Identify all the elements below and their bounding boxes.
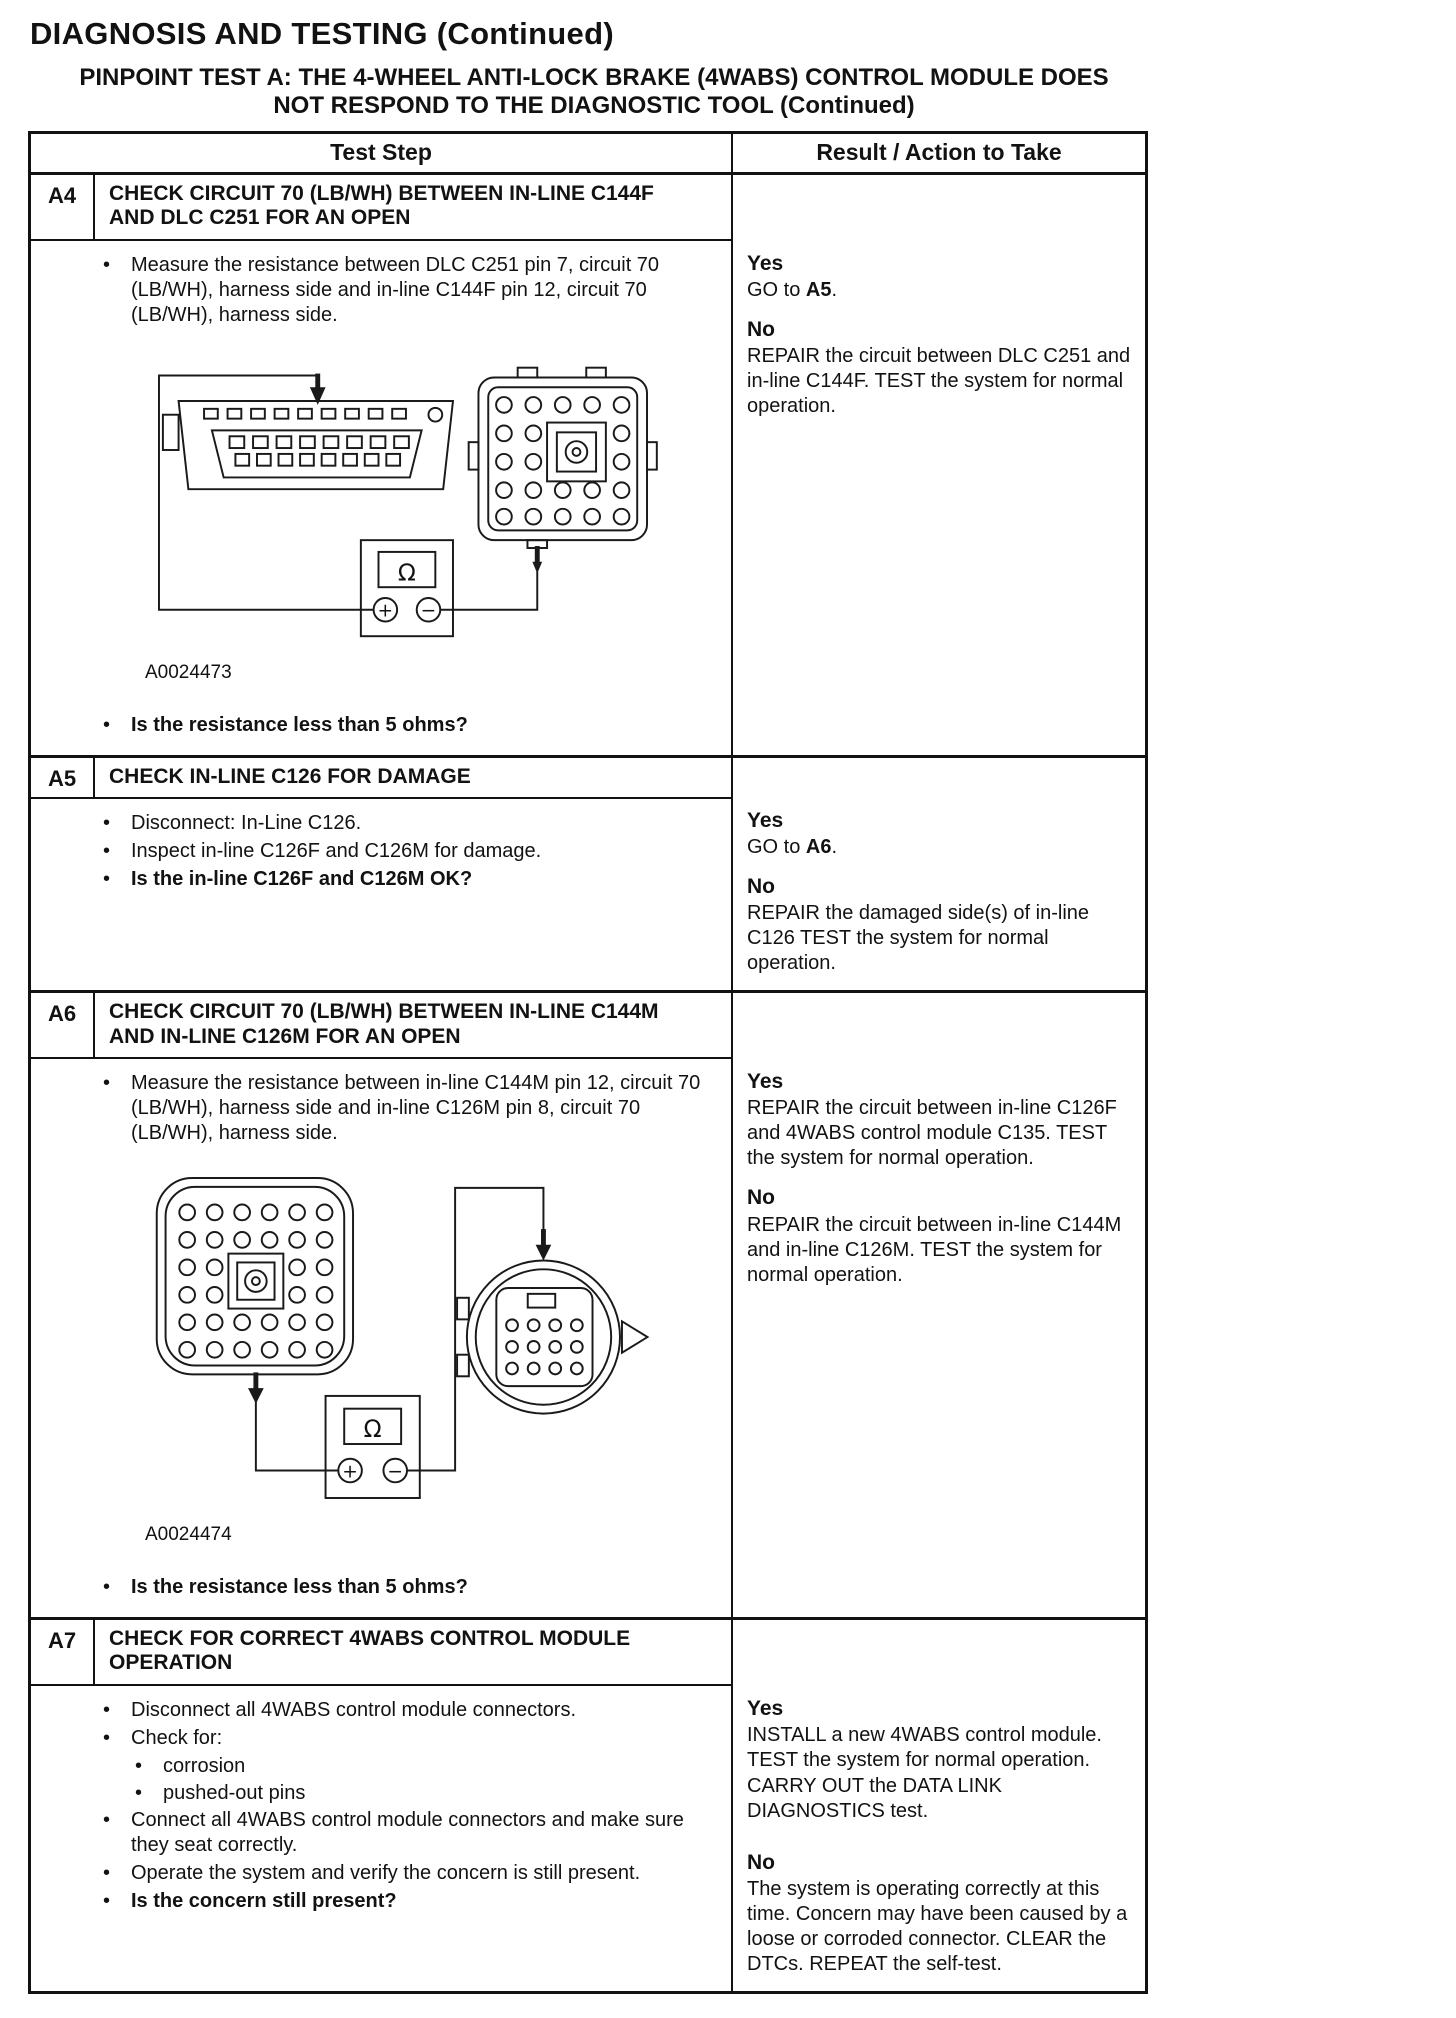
- a7-step-bullet: • Connect all 4WABS control module connectors and make sure they seat correctly.: [97, 1808, 721, 1858]
- a7-sub-bullet: • pushed-out pins: [129, 1781, 721, 1806]
- a7-sub-bullet: • corrosion: [129, 1754, 721, 1779]
- a4-title-bar: [31, 175, 731, 241]
- inline-c144f-connector: [469, 367, 657, 547]
- a6-step-title: CHECK CIRCUIT 70 (LB/WH) BETWEEN IN-LINE C144M AND IN-LINE C126M FOR AN OPEN: [109, 1000, 659, 1048]
- a7-yes-action-2: CARRY OUT the DATA LINK DIAGNOSTICS test.: [747, 1775, 1002, 1823]
- a5-result-cell: [731, 758, 1145, 991]
- test-leads: [159, 375, 537, 609]
- a4-figure-label: A0024473: [145, 661, 232, 683]
- a6-step-id: A6: [31, 993, 95, 1057]
- pinpoint-test-subtitle: PINPOINT TEST A: THE 4-WHEEL ANTI-LOCK BRAKE (4WABS) CONTROL MODULE DOES NOT RESPOND TO THE DIAGNOSTIC TOOL (Continued): [79, 64, 1109, 120]
- a6-figure: [143, 1170, 721, 1547]
- a5-step-id: A5: [31, 758, 95, 798]
- a7-step-id: A7: [31, 1620, 95, 1684]
- row-a6: [31, 993, 1145, 1620]
- a7-step-bullet: • Operate the system and verify the concern is still present.: [97, 1861, 721, 1886]
- a7-result-cell: [731, 1620, 1145, 1992]
- a6-question-bullet: • Is the resistance less than 5 ohms?: [97, 1575, 721, 1600]
- a4-resistance-measurement-diagram: [143, 352, 663, 646]
- bullet-icon: [97, 811, 131, 836]
- a4-step-body: [31, 241, 731, 755]
- bullet-icon: [97, 1726, 131, 1751]
- a7-question-bullet: • Is the concern still present?: [97, 1889, 721, 1914]
- page-title: DIAGNOSIS AND TESTING (Continued): [30, 16, 614, 51]
- a5-step-body: [31, 799, 731, 909]
- ohmmeter: [361, 540, 453, 636]
- probe-arrow-icon: [532, 561, 542, 573]
- a6-test-step-cell: [31, 993, 731, 1617]
- a5-no-action: REPAIR the damaged side(s) of in-line C126 TEST the system for normal operation.: [747, 902, 1090, 974]
- a6-yes-label: Yes: [747, 1070, 784, 1093]
- a4-no-action: REPAIR the circuit between DLC C251 and in-line C144F. TEST the system for normal operation.: [747, 345, 1131, 418]
- a5-title-bar: [31, 758, 731, 800]
- minus-terminal-label: −: [420, 600, 437, 622]
- a6-step-bullet: • Measure the resistance between in-line C144M pin 12, circuit 70 (LB/WH), harness side and in-line C126M pin 8, circuit 70 (LB/WH), harness side.: [97, 1071, 721, 1146]
- pinpoint-test-table: [28, 131, 1148, 1995]
- a7-step-title: CHECK FOR CORRECT 4WABS CONTROL MODULE OPERATION: [109, 1626, 631, 1675]
- bullet-icon: [97, 253, 131, 328]
- a6-resistance-measurement-diagram: [143, 1170, 673, 1508]
- plus-terminal-label: +: [342, 1461, 358, 1483]
- a6-figure-label: A0024474: [145, 1524, 232, 1546]
- a5-step-bullet: • Inspect in-line C126F and C126M for damage.: [97, 839, 721, 864]
- a7-yes-label: Yes: [747, 1696, 784, 1720]
- a7-no-label: No: [747, 1851, 775, 1875]
- a7-step-bullet: • Disconnect all 4WABS control module connectors.: [97, 1698, 721, 1723]
- row-a5: [31, 758, 1145, 994]
- a6-no-action: REPAIR the circuit between in-line C144M and in-line C126M. TEST the system for normal operation.: [747, 1213, 1122, 1286]
- dlc-c251-connector: [163, 401, 453, 489]
- bullet-icon: [129, 1781, 163, 1806]
- a6-title-bar: [31, 993, 731, 1059]
- table-header-row: [31, 134, 1145, 175]
- bullet-icon: [97, 1808, 131, 1858]
- a4-question-bullet: • Is the resistance less than 5 ohms?: [97, 713, 721, 738]
- a7-title-bar: [31, 1620, 731, 1686]
- a7-yes-action-1: INSTALL a new 4WABS control module. TEST the system for normal operation.: [747, 1724, 1102, 1772]
- a5-yes-label: Yes: [747, 808, 784, 832]
- ohm-symbol: Ω: [363, 1415, 382, 1444]
- a5-step-title: CHECK IN-LINE C126 FOR DAMAGE: [109, 764, 471, 788]
- a5-yes-action: GO to A6.: [747, 835, 838, 858]
- test-step-column-header: Test Step: [31, 134, 733, 172]
- a5-question-bullet: • Is the in-line C126F and C126M OK?: [97, 867, 721, 892]
- a5-test-step-cell: [31, 758, 731, 991]
- a4-step-bullet: • Measure the resistance between DLC C251 pin 7, circuit 70 (LB/WH), harness side and in-line C144F pin 12, circuit 70 (LB/WH), harness side.: [97, 253, 721, 328]
- a5-step-bullet: • Disconnect: In-Line C126.: [97, 811, 721, 836]
- bullet-icon: [97, 867, 131, 892]
- bullet-icon: [97, 1575, 131, 1600]
- a4-step-id: A4: [31, 175, 95, 239]
- bullet-icon: [97, 1889, 131, 1914]
- inline-c144m-connector: [157, 1178, 353, 1374]
- probe-arrow-icon: [248, 1388, 264, 1404]
- bullet-icon: [97, 1698, 131, 1723]
- plus-terminal-label: +: [377, 600, 394, 622]
- a4-no-label: No: [747, 317, 775, 341]
- row-a7: [31, 1620, 1145, 1992]
- result-column-header: Result / Action to Take: [816, 138, 1062, 165]
- inline-c126m-connector: [457, 1261, 647, 1414]
- bullet-icon: [129, 1754, 163, 1779]
- probe-arrow-icon: [310, 387, 326, 405]
- a6-step-body: [31, 1059, 731, 1617]
- a4-result-cell: [731, 175, 1145, 755]
- a4-figure: [143, 352, 721, 685]
- ohm-symbol: Ω: [397, 558, 416, 587]
- a4-yes-action: GO to A5.: [747, 278, 838, 301]
- a4-step-title: CHECK CIRCUIT 70 (LB/WH) BETWEEN IN-LINE C144F AND DLC C251 FOR AN OPEN: [109, 181, 654, 230]
- a4-yes-label: Yes: [747, 251, 784, 275]
- ohmmeter: [326, 1396, 420, 1498]
- a4-test-step-cell: [31, 175, 731, 755]
- a5-no-label: No: [747, 874, 775, 898]
- a7-step-body: [31, 1686, 731, 1931]
- bullet-icon: [97, 839, 131, 864]
- bullet-icon: [97, 713, 131, 738]
- a6-result-cell: [731, 993, 1145, 1617]
- a6-yes-action: REPAIR the circuit between in-line C126F and 4WABS control module C135. TEST the system for normal operation.: [747, 1097, 1117, 1170]
- a7-no-action: The system is operating correctly at this time. Concern may have been caused by a loose or corroded connector. CLEAR the DTCs. REPEAT the self-test.: [747, 1878, 1128, 1976]
- a6-no-label: No: [747, 1186, 775, 1210]
- a7-step-bullet: • Check for:: [97, 1726, 721, 1751]
- probe-arrow-icon: [536, 1245, 552, 1261]
- minus-terminal-label: −: [387, 1461, 404, 1483]
- a7-test-step-cell: [31, 1620, 731, 1992]
- row-a4: [31, 175, 1145, 758]
- bullet-icon: [97, 1071, 131, 1146]
- bullet-icon: [97, 1861, 131, 1886]
